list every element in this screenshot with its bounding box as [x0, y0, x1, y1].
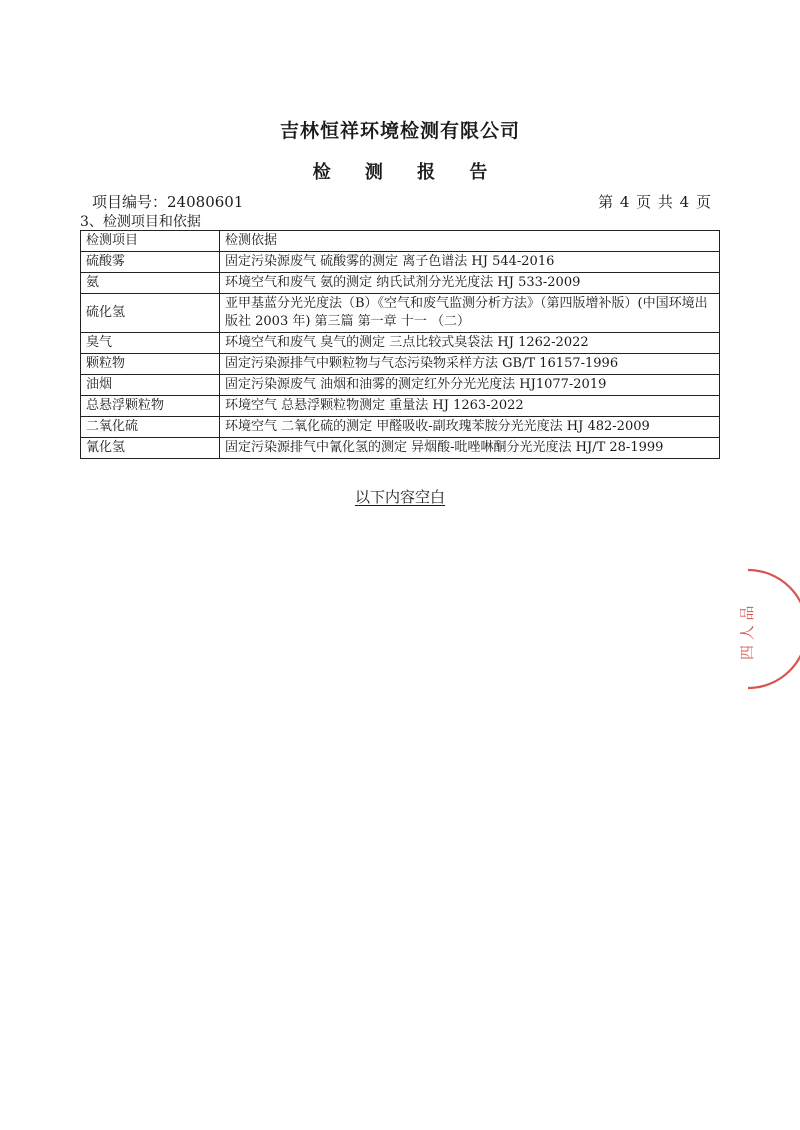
table-row: [81, 294, 720, 333]
table-row: [81, 417, 720, 438]
item-cell: 油烟: [81, 375, 220, 396]
table-row: [81, 438, 720, 459]
blank-below-note: [0, 486, 800, 507]
item-cell: 总悬浮颗粒物: [81, 396, 220, 417]
seal-text: [738, 605, 756, 660]
project-number: [92, 191, 243, 212]
seal-lettering: 四 人 品: [738, 605, 756, 660]
company-seal: [700, 560, 800, 700]
basis-cell: 环境空气和废气 氨的测定 纳氏试剂分光光度法 HJ 533-2009: [220, 273, 720, 294]
item-cell: 硫化氢: [81, 294, 220, 333]
basis-cell: 环境空气 总悬浮颗粒物测定 重量法 HJ 1263-2022: [220, 396, 720, 417]
item-cell: 颗粒物: [81, 354, 220, 375]
item-cell: 二氧化硫: [81, 417, 220, 438]
basis-table: [80, 230, 720, 459]
item-cell: 硫酸雾: [81, 252, 220, 273]
table-row: [81, 333, 720, 354]
item-cell: 臭气: [81, 333, 220, 354]
company-name: 吉林恒祥环境检测有限公司: [279, 120, 520, 142]
basis-cell: 固定污染源排气中氰化氢的测定 异烟酸-吡唑啉酮分光光度法 HJ/T 28-1999: [220, 438, 720, 459]
item-cell: 氰化氢: [81, 438, 220, 459]
table-row: [81, 273, 720, 294]
basis-cell: 环境空气和废气 臭气的测定 三点比较式臭袋法 HJ 1262-2022: [220, 333, 720, 354]
report-meta-row: [92, 191, 712, 212]
project-number-value: 24080601: [167, 193, 244, 211]
column-header: 检测依据: [220, 231, 720, 252]
report-title: 检 测 报 告: [312, 162, 502, 183]
column-header: 检测项目: [81, 231, 220, 252]
blank-below-text: 以下内容空白: [354, 488, 445, 506]
project-number-label: 项目编号：: [92, 193, 168, 211]
item-cell: 氨: [81, 273, 220, 294]
basis-cell: 亚甲基蓝分光光度法（B）《空气和废气监测分析方法》（第四版增补版）(中国环境出版社 2003 年) 第三篇 第一章 十一 （二）: [220, 294, 720, 333]
table-header-row: [81, 231, 720, 252]
table-row: [81, 252, 720, 273]
basis-cell: 环境空气 二氧化硫的测定 甲醛吸收-副玫瑰苯胺分光光度法 HJ 482-2009: [220, 417, 720, 438]
section-title: 3、检测项目和依据: [80, 214, 201, 230]
table-row: [81, 396, 720, 417]
page-info: 第 4 页 共 4 页: [598, 193, 712, 211]
basis-cell: 固定污染源废气 油烟和油雾的测定红外分光光度法 HJ1077-2019: [220, 375, 720, 396]
basis-cell: 固定污染源废气 硫酸雾的测定 离子色谱法 HJ 544-2016: [220, 252, 720, 273]
table-row: [81, 354, 720, 375]
table-row: [81, 375, 720, 396]
basis-cell: 固定污染源排气中颗粒物与气态污染物采样方法 GB/T 16157-1996: [220, 354, 720, 375]
